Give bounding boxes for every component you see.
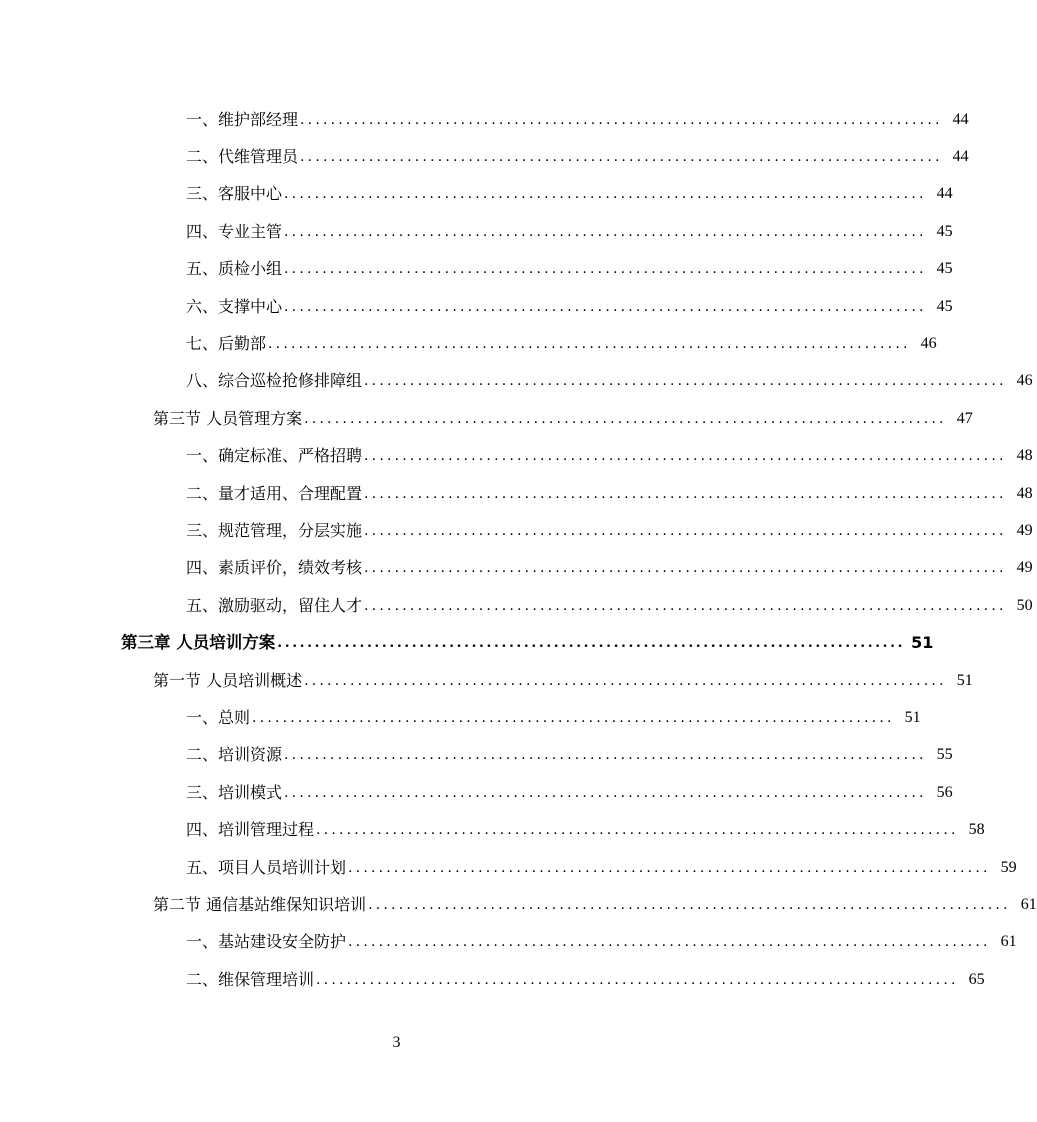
toc-entry-item[interactable] — [0, 325, 937, 362]
toc-dot-leader: .................................................................................... — [252, 709, 895, 726]
table-of-contents — [0, 101, 1037, 998]
toc-entry-item[interactable] — [0, 961, 985, 998]
toc-entry-page: 55 — [936, 746, 953, 764]
toc-entry-page: 51 — [911, 633, 934, 653]
toc-dot-leader: .................................................................................... — [304, 672, 947, 689]
toc-dot-leader: .................................................................................... — [348, 934, 991, 951]
toc-entry-page: 51 — [904, 708, 921, 726]
toc-entry-label: 八、综合巡检抢修排障组 — [186, 371, 363, 391]
toc-entry-label: 四、专业主管 — [186, 221, 283, 241]
toc-entry-item[interactable] — [0, 811, 985, 848]
toc-dot-leader: .................................................................................... — [364, 373, 1007, 390]
toc-entry-page: 61 — [1000, 933, 1017, 951]
toc-entry-label: 三、客服中心 — [186, 184, 283, 204]
toc-entry-page: 61 — [1020, 895, 1037, 913]
toc-entry-item[interactable] — [0, 138, 969, 175]
toc-entry-label: 六、支撑中心 — [186, 296, 283, 316]
toc-entry-page: 65 — [968, 970, 985, 988]
toc-entry-page: 59 — [1000, 858, 1017, 876]
toc-entry-item[interactable] — [0, 101, 969, 138]
toc-entry-label: 三、规范管理，分层实施 — [186, 520, 363, 540]
toc-entry-page: 44 — [952, 110, 969, 128]
toc-entry-section[interactable] — [0, 662, 973, 699]
toc-dot-leader: .................................................................................... — [300, 111, 943, 128]
toc-dot-leader: .................................................................................... — [316, 822, 959, 839]
toc-dot-leader: .................................................................................... — [268, 336, 911, 353]
toc-dot-leader: .................................................................................... — [368, 896, 1011, 913]
toc-entry-label: 四、素质评价，绩效考核 — [186, 558, 363, 578]
toc-entry-page: 47 — [956, 409, 973, 427]
toc-entry-label: 五、激励驱动，留住人才 — [186, 595, 363, 615]
toc-entry-label: 第三节 人员管理方案 — [153, 408, 303, 428]
toc-entry-label: 一、基站建设安全防护 — [186, 932, 347, 952]
toc-entry-item[interactable] — [0, 512, 1033, 549]
toc-entry-label: 第二节 通信基站维保知识培训 — [153, 894, 367, 914]
toc-dot-leader: .................................................................................... — [284, 747, 927, 764]
toc-entry-page: 45 — [936, 222, 953, 240]
toc-entry-label: 二、维保管理培训 — [186, 969, 315, 989]
toc-entry-page: 58 — [968, 821, 985, 839]
toc-dot-leader: .................................................................................... — [284, 261, 927, 278]
toc-entry-item[interactable] — [0, 213, 953, 250]
toc-entry-chapter[interactable] — [0, 624, 934, 661]
toc-entry-page: 56 — [936, 783, 953, 801]
toc-dot-leader: .................................................................................... — [364, 485, 1007, 502]
toc-entry-label: 一、确定标准、严格招聘 — [186, 446, 363, 466]
toc-entry-page: 44 — [952, 148, 969, 166]
toc-entry-label: 四、培训管理过程 — [186, 820, 315, 840]
toc-entry-page: 51 — [956, 671, 973, 689]
toc-entry-label: 一、总则 — [186, 707, 251, 727]
toc-entry-label: 二、培训资源 — [186, 745, 283, 765]
toc-entry-item[interactable] — [0, 363, 1033, 400]
toc-entry-page: 46 — [1016, 372, 1033, 390]
toc-entry-item[interactable] — [0, 475, 1033, 512]
toc-entry-item[interactable] — [0, 176, 953, 213]
toc-entry-label: 二、量才适用、合理配置 — [186, 483, 363, 503]
toc-entry-item[interactable] — [0, 774, 953, 811]
toc-entry-item[interactable] — [0, 288, 953, 325]
toc-dot-leader: .................................................................................... — [284, 784, 927, 801]
toc-entry-page: 44 — [936, 185, 953, 203]
toc-entry-item[interactable] — [0, 438, 1033, 475]
toc-dot-leader: .................................................................................... — [364, 522, 1007, 539]
toc-entry-page: 45 — [936, 260, 953, 278]
toc-entry-item[interactable] — [0, 587, 1033, 624]
toc-entry-item[interactable] — [0, 849, 1017, 886]
toc-entry-label: 七、后勤部 — [186, 334, 267, 354]
toc-entry-item[interactable] — [0, 699, 921, 736]
toc-entry-page: 49 — [1016, 559, 1033, 577]
toc-entry-label: 三、培训模式 — [186, 782, 283, 802]
toc-entry-label: 一、维护部经理 — [186, 109, 299, 129]
toc-dot-leader: .................................................................................... — [284, 223, 927, 240]
page-number: 3 — [392, 1034, 401, 1051]
toc-dot-leader: .................................................................................... — [277, 635, 906, 652]
toc-entry-page: 50 — [1016, 596, 1033, 614]
toc-entry-item[interactable] — [0, 737, 953, 774]
toc-dot-leader: .................................................................................... — [348, 859, 991, 876]
toc-entry-label: 二、代维管理员 — [186, 147, 299, 167]
toc-dot-leader: .................................................................................... — [364, 448, 1007, 465]
toc-entry-page: 48 — [1016, 484, 1033, 502]
toc-entry-item[interactable] — [0, 251, 953, 288]
toc-entry-label: 五、项目人员培训计划 — [186, 857, 347, 877]
toc-dot-leader: .................................................................................... — [316, 971, 959, 988]
toc-dot-leader: .................................................................................... — [284, 298, 927, 315]
toc-entry-label: 第一节 人员培训概述 — [153, 670, 303, 690]
toc-entry-section[interactable] — [0, 886, 1037, 923]
toc-entry-page: 49 — [1016, 521, 1033, 539]
toc-dot-leader: .................................................................................... — [364, 560, 1007, 577]
toc-entry-label: 五、质检小组 — [186, 259, 283, 279]
toc-entry-label: 第三章 人员培训方案 — [121, 633, 276, 653]
toc-dot-leader: .................................................................................... — [304, 410, 947, 427]
toc-entry-section[interactable] — [0, 400, 973, 437]
toc-entry-page: 48 — [1016, 447, 1033, 465]
toc-entry-page: 45 — [936, 297, 953, 315]
toc-dot-leader: .................................................................................... — [364, 597, 1007, 614]
toc-dot-leader: .................................................................................... — [284, 186, 927, 203]
toc-dot-leader: .................................................................................... — [300, 149, 943, 166]
toc-entry-item[interactable] — [0, 924, 1017, 961]
toc-entry-page: 46 — [920, 335, 937, 353]
toc-entry-item[interactable] — [0, 550, 1033, 587]
